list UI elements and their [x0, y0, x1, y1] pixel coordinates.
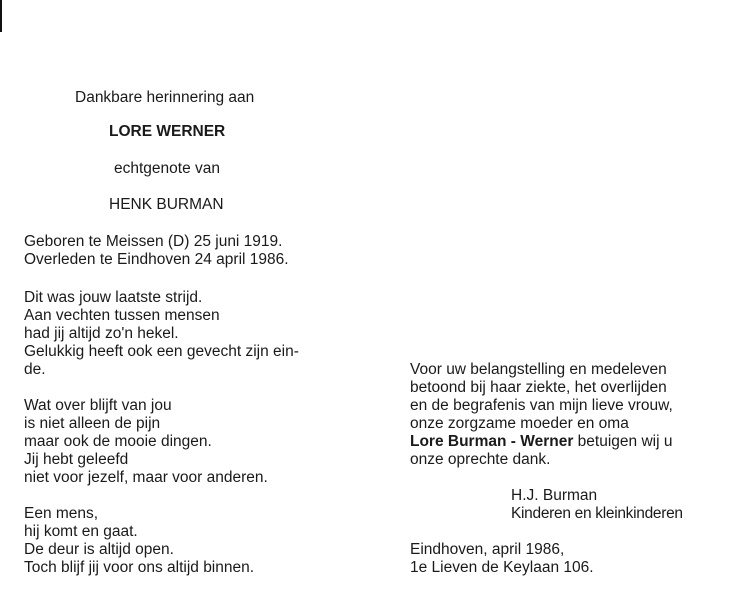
poem-line: Aan vechten tussen mensen: [24, 307, 220, 324]
address-street: 1e Lieven de Keylaan 106.: [410, 559, 594, 576]
address-place-date: Eindhoven, april 1986,: [410, 541, 565, 558]
thanks-line: betoond bij haar ziekte, het overlijden: [410, 379, 667, 396]
poem-line: Gelukkig heeft ook een gevecht zijn ein-: [24, 343, 299, 360]
poem-stanza-3: [24, 505, 254, 577]
thanks-line: onze zorgzame moeder en oma: [410, 415, 629, 432]
thanks-line: onze oprechte dank.: [410, 451, 551, 468]
thanks-line-with-name: [410, 433, 673, 451]
poem-line: Een mens,: [24, 505, 99, 522]
poem-line: hij komt en gaat.: [24, 523, 138, 540]
poem-stanza-2: [24, 397, 268, 487]
poem-line: De deur is altijd open.: [24, 541, 174, 558]
poem-line: de.: [24, 361, 46, 378]
scan-edge-mark: [0, 0, 2, 32]
poem-stanza-1: [24, 289, 299, 379]
thanks-line: en de begrafenis van mijn lieve vrouw,: [410, 397, 673, 414]
poem-line: Dit was jouw laatste strijd.: [24, 289, 203, 306]
remembrance-line: Dankbare herinnering aan: [75, 89, 255, 106]
signature-name: H.J. Burman: [511, 487, 598, 504]
deceased-name: LORE WERNER: [109, 123, 226, 140]
signature-family: Kinderen en kleinkinderen: [511, 505, 683, 522]
poem-line: Toch blijf jij voor ons altijd binnen.: [24, 559, 255, 576]
poem-line: niet voor jezelf, maar voor anderen.: [24, 469, 268, 486]
spouse-of-line: echtgenote van: [114, 160, 221, 177]
spouse-name: HENK BURMAN: [109, 196, 224, 213]
thanks-line: Voor uw belangstelling en medeleven: [410, 361, 667, 378]
poem-line: maar ook de mooie dingen.: [24, 433, 212, 450]
poem-line: had jij altijd zo'n hekel.: [24, 325, 179, 342]
birth-line: Geboren te Meissen (D) 25 juni 1919.: [24, 233, 283, 250]
poem-line: is niet alleen de pijn: [24, 415, 161, 432]
poem-line: Wat over blijft van jou: [24, 397, 172, 414]
thank-you-text: [410, 361, 673, 469]
death-line: Overleden te Eindhoven 24 april 1986.: [24, 251, 289, 268]
poem-line: Jij hebt geleefd: [24, 451, 129, 468]
thanks-line-rest: betuigen wij u: [573, 433, 673, 450]
thanks-bold-name: Lore Burman - Werner: [410, 433, 574, 450]
